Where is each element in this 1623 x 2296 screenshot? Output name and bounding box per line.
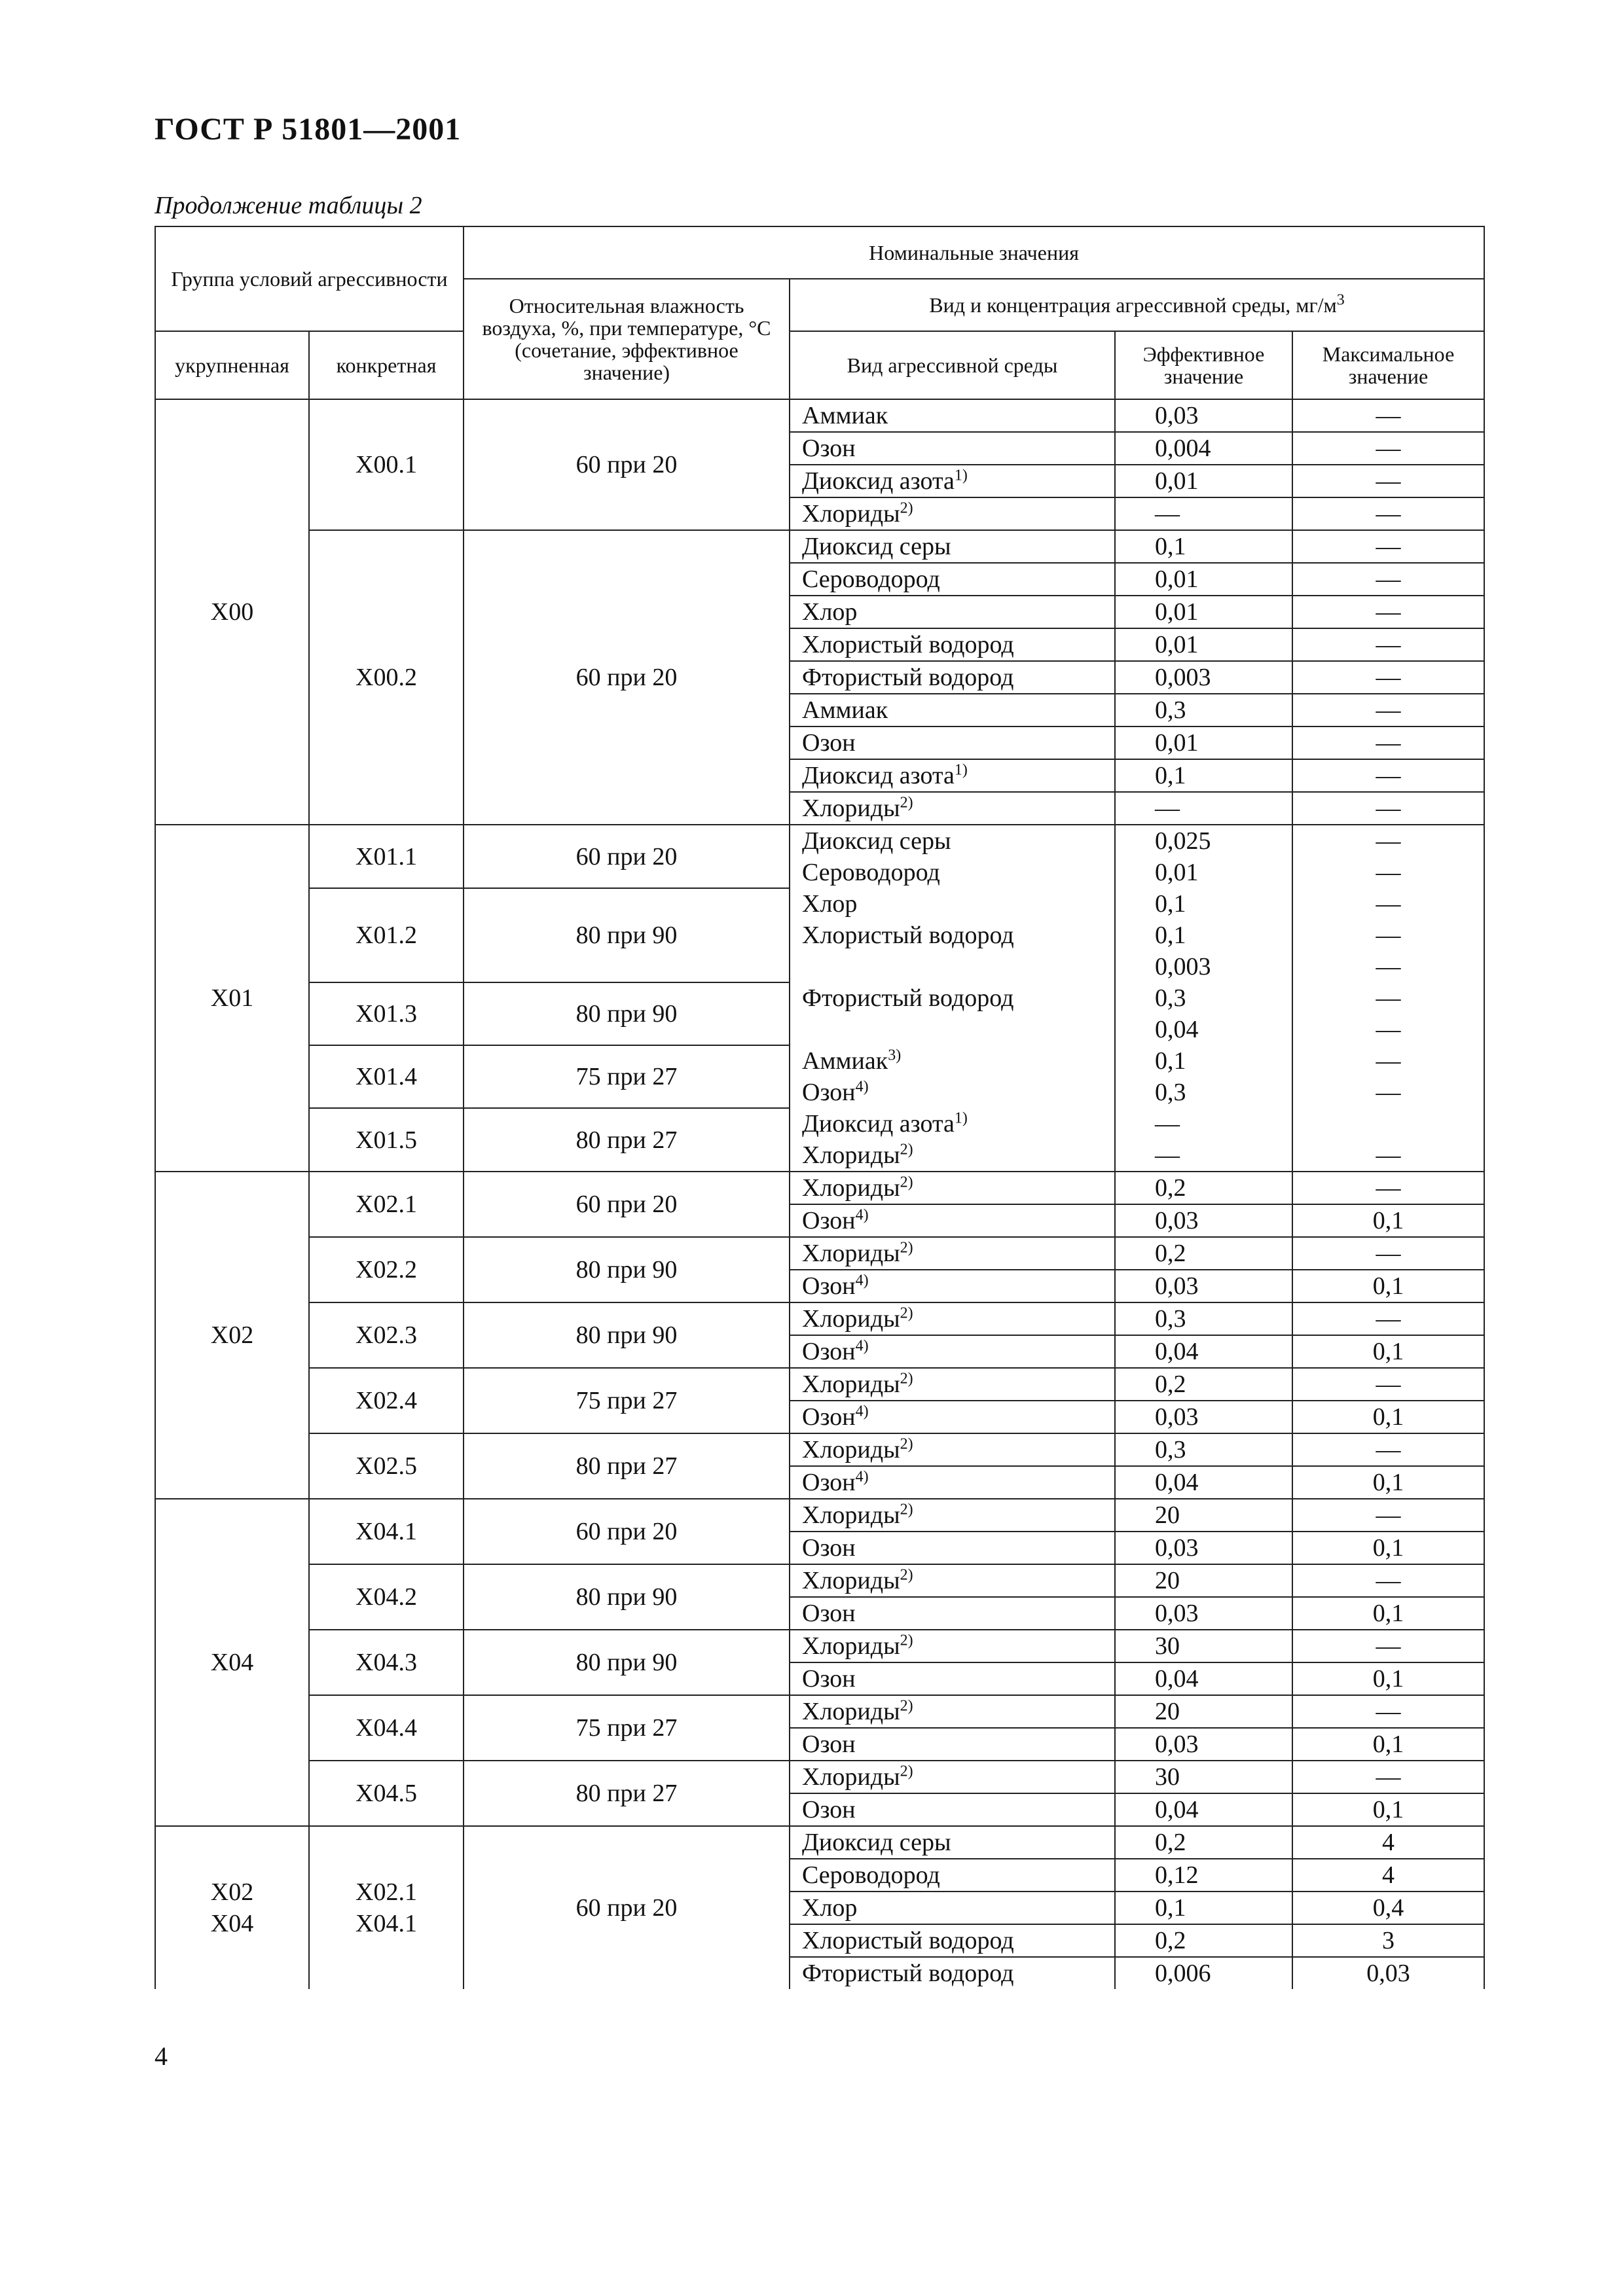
footnote-mark: 4)	[855, 1403, 869, 1420]
group-specific: X04.1	[309, 1499, 464, 1564]
table-row	[155, 825, 1484, 857]
medium-cell	[790, 888, 1115, 920]
medium-name: Озон	[802, 1079, 856, 1106]
humidity-cell: 80 при 90	[464, 982, 790, 1045]
medium-name: Фтористый водород	[802, 1960, 1014, 1987]
medium-cell	[790, 1172, 1115, 1204]
maximum-value: —	[1292, 596, 1484, 628]
group-specific: X00.2	[309, 530, 464, 825]
medium-cell	[790, 1466, 1115, 1499]
medium-name: Сероводород	[802, 1861, 940, 1889]
humidity-cell: 80 при 90	[464, 1237, 790, 1302]
medium-name: Озон	[802, 435, 856, 462]
effective-value: —	[1115, 497, 1292, 530]
maximum-value: —	[1292, 888, 1484, 920]
medium-cell	[790, 1793, 1115, 1826]
header-medium-conc-sup: 3	[1336, 291, 1345, 309]
medium-cell	[790, 951, 1115, 982]
humidity-cell: 60 при 20	[464, 399, 790, 530]
table-row	[155, 1302, 1484, 1335]
footnote-mark: 2)	[900, 1632, 913, 1649]
effective-value: —	[1115, 1139, 1292, 1172]
medium-name: Озон	[802, 1469, 856, 1496]
table-row	[155, 1045, 1484, 1077]
humidity-cell: 60 при 20	[464, 1172, 790, 1237]
effective-value: 0,12	[1115, 1859, 1292, 1892]
maximum-value: 4	[1292, 1859, 1484, 1892]
group-enlarged: X04	[155, 1499, 309, 1826]
medium-cell	[790, 1695, 1115, 1728]
effective-value: 30	[1115, 1630, 1292, 1662]
medium-name: Хлор	[802, 890, 858, 918]
table-row	[155, 1630, 1484, 1662]
medium-cell	[790, 1401, 1115, 1433]
group-enlarged: X02 X04	[155, 1826, 309, 1989]
medium-name: Хлористый водород	[802, 922, 1014, 949]
maximum-value: —	[1292, 1630, 1484, 1662]
maximum-value: 4	[1292, 1826, 1484, 1859]
medium-cell	[790, 1924, 1115, 1957]
effective-value: 0,03	[1115, 1597, 1292, 1630]
medium-name: Озон	[802, 1600, 856, 1627]
effective-value: 0,3	[1115, 694, 1292, 726]
table-body	[155, 399, 1484, 1989]
maximum-value: 0,4	[1292, 1892, 1484, 1924]
maximum-value: —	[1292, 1139, 1484, 1172]
group-enlarged: X02	[155, 1172, 309, 1499]
effective-value: 0,1	[1115, 759, 1292, 792]
effective-value: 0,01	[1115, 857, 1292, 888]
maximum-value: 0,1	[1292, 1793, 1484, 1826]
humidity-cell: 75 при 27	[464, 1045, 790, 1108]
footnote-mark: 2)	[900, 1697, 913, 1715]
medium-cell	[790, 1499, 1115, 1532]
humidity-cell: 60 при 20	[464, 825, 790, 888]
medium-cell	[790, 1630, 1115, 1662]
medium-cell	[790, 1204, 1115, 1237]
medium-name: Диоксид азота	[802, 467, 955, 495]
group-specific: X04.3	[309, 1630, 464, 1695]
medium-name: Аммиак	[802, 1047, 888, 1075]
effective-value: 0,04	[1115, 1793, 1292, 1826]
effective-value: 0,01	[1115, 726, 1292, 759]
medium-name: Озон	[802, 1207, 856, 1234]
footnote-mark: 2)	[900, 1141, 913, 1158]
table-bottom-cut	[155, 2019, 1484, 2022]
effective-value: 0,003	[1115, 951, 1292, 982]
effective-value: 0,2	[1115, 1172, 1292, 1204]
page-number: 4	[155, 2041, 168, 2071]
humidity-cell: 60 при 20	[464, 1499, 790, 1564]
medium-name: Озон	[802, 1731, 856, 1758]
maximum-value	[1292, 1108, 1484, 1139]
medium-name: Аммиак	[802, 402, 888, 429]
header-enlarged: укрупненная	[155, 331, 309, 399]
medium-cell	[790, 1728, 1115, 1761]
effective-value: 0,1	[1115, 1892, 1292, 1924]
medium-name: Хлориды	[802, 1240, 900, 1267]
maximum-value: 0,1	[1292, 1532, 1484, 1564]
table-row	[155, 1826, 1484, 1859]
medium-name: Аммиак	[802, 696, 888, 724]
medium-cell	[790, 628, 1115, 661]
header-nominal: Номинальные значения	[464, 226, 1484, 279]
group-specific: X04.2	[309, 1564, 464, 1630]
header-maximum: Максимальное значение	[1292, 331, 1484, 399]
maximum-value: —	[1292, 563, 1484, 596]
effective-value: 0,01	[1115, 563, 1292, 596]
maximum-value: —	[1292, 1761, 1484, 1793]
maximum-value: —	[1292, 857, 1484, 888]
table-row	[155, 1108, 1484, 1139]
effective-value: 0,03	[1115, 1532, 1292, 1564]
medium-cell	[790, 1662, 1115, 1695]
medium-cell	[790, 563, 1115, 596]
maximum-value: —	[1292, 1564, 1484, 1597]
group-specific: X02.5	[309, 1433, 464, 1499]
effective-value: —	[1115, 1108, 1292, 1139]
maximum-value: —	[1292, 1172, 1484, 1204]
group-enlarged: X00	[155, 399, 309, 825]
medium-cell	[790, 1957, 1115, 1989]
medium-name: Хлориды	[802, 1698, 900, 1725]
effective-value: 0,1	[1115, 920, 1292, 951]
medium-name: Хлор	[802, 598, 858, 626]
header-medium: Вид агрессивной среды	[790, 331, 1115, 399]
maximum-value: 0,1	[1292, 1335, 1484, 1368]
footnote-mark: 4)	[855, 1206, 869, 1224]
medium-cell	[790, 1826, 1115, 1859]
footnote-mark: 2)	[900, 1435, 913, 1453]
maximum-value: 0,1	[1292, 1270, 1484, 1302]
effective-value: 30	[1115, 1761, 1292, 1793]
medium-name: Хлориды	[802, 500, 900, 528]
effective-value: 0,025	[1115, 825, 1292, 857]
maximum-value: 0,03	[1292, 1957, 1484, 1989]
medium-cell	[790, 1368, 1115, 1401]
humidity-cell: 75 при 27	[464, 1368, 790, 1433]
medium-name: Озон	[802, 729, 856, 757]
document-title: ГОСТ Р 51801—2001	[155, 112, 462, 147]
group-specific: X01.1	[309, 825, 464, 888]
table-row	[155, 1499, 1484, 1532]
group-specific: X04.4	[309, 1695, 464, 1761]
maximum-value: —	[1292, 1368, 1484, 1401]
footnote-mark: 3)	[888, 1047, 902, 1064]
medium-name: Озон	[802, 1272, 856, 1300]
effective-value: 0,04	[1115, 1466, 1292, 1499]
humidity-cell: 80 при 90	[464, 1630, 790, 1695]
medium-name: Хлориды	[802, 795, 900, 822]
table-row	[155, 1433, 1484, 1466]
medium-cell	[790, 1108, 1115, 1139]
footnote-mark: 1)	[954, 761, 968, 779]
medium-name: Диоксид серы	[802, 827, 951, 855]
maximum-value: —	[1292, 694, 1484, 726]
medium-cell	[790, 982, 1115, 1014]
maximum-value: 0,1	[1292, 1401, 1484, 1433]
header-humidity: Относительная влажность воздуха, %, при температуре, °С (сочетание, эффективное значение)	[464, 279, 790, 399]
medium-cell	[790, 1335, 1115, 1368]
medium-cell	[790, 1014, 1115, 1045]
group-specific: X02.2	[309, 1237, 464, 1302]
humidity-cell: 75 при 27	[464, 1695, 790, 1761]
maximum-value: 0,1	[1292, 1728, 1484, 1761]
maximum-value: —	[1292, 399, 1484, 432]
maximum-value: —	[1292, 920, 1484, 951]
medium-name: Фтористый водород	[802, 984, 1014, 1012]
group-specific: X01.4	[309, 1045, 464, 1108]
maximum-value: 0,1	[1292, 1466, 1484, 1499]
maximum-value: —	[1292, 661, 1484, 694]
effective-value: —	[1115, 792, 1292, 825]
footnote-mark: 2)	[900, 1239, 913, 1257]
effective-value: 0,003	[1115, 661, 1292, 694]
humidity-cell: 80 при 90	[464, 888, 790, 982]
footnote-mark: 2)	[900, 1501, 913, 1518]
effective-value: 0,03	[1115, 1728, 1292, 1761]
maximum-value: —	[1292, 497, 1484, 530]
maximum-value: —	[1292, 1045, 1484, 1077]
table-row	[155, 888, 1484, 920]
medium-cell	[790, 825, 1115, 857]
maximum-value: —	[1292, 1077, 1484, 1108]
medium-cell	[790, 920, 1115, 951]
maximum-value: —	[1292, 432, 1484, 465]
medium-name: Хлориды	[802, 1436, 900, 1463]
maximum-value: —	[1292, 825, 1484, 857]
table-row	[155, 1172, 1484, 1204]
group-enlarged: X01	[155, 825, 309, 1172]
effective-value: 0,2	[1115, 1368, 1292, 1401]
medium-cell	[790, 1433, 1115, 1466]
humidity-cell: 80 при 27	[464, 1108, 790, 1172]
effective-value: 0,03	[1115, 1204, 1292, 1237]
medium-cell	[790, 1045, 1115, 1077]
maximum-value: —	[1292, 951, 1484, 982]
effective-value: 20	[1115, 1564, 1292, 1597]
effective-value: 0,3	[1115, 1077, 1292, 1108]
group-specific: X04.5	[309, 1761, 464, 1826]
effective-value: 0,01	[1115, 596, 1292, 628]
effective-value: 0,04	[1115, 1662, 1292, 1695]
conditions-table	[155, 226, 1485, 1989]
table-row	[155, 399, 1484, 432]
medium-cell	[790, 399, 1115, 432]
medium-cell	[790, 432, 1115, 465]
medium-name: Хлориды	[802, 1305, 900, 1333]
maximum-value: —	[1292, 628, 1484, 661]
effective-value: 0,3	[1115, 982, 1292, 1014]
medium-name: Сероводород	[802, 859, 940, 886]
effective-value: 0,2	[1115, 1826, 1292, 1859]
table-container	[155, 226, 1484, 2019]
footnote-mark: 2)	[900, 1304, 913, 1322]
medium-cell	[790, 465, 1115, 497]
header-medium-conc	[790, 279, 1484, 331]
medium-name: Хлориды	[802, 1174, 900, 1202]
medium-cell	[790, 792, 1115, 825]
maximum-value: —	[1292, 982, 1484, 1014]
header-specific: конкретная	[309, 331, 464, 399]
footnote-mark: 4)	[855, 1468, 869, 1486]
effective-value: 0,2	[1115, 1237, 1292, 1270]
table-row	[155, 1564, 1484, 1597]
medium-cell	[790, 694, 1115, 726]
effective-value: 0,1	[1115, 530, 1292, 563]
humidity-cell: 80 при 27	[464, 1433, 790, 1499]
effective-value: 0,3	[1115, 1433, 1292, 1466]
medium-name: Озон	[802, 1403, 856, 1431]
medium-cell	[790, 497, 1115, 530]
group-specific: X01.3	[309, 982, 464, 1045]
maximum-value: —	[1292, 1237, 1484, 1270]
effective-value: 20	[1115, 1499, 1292, 1532]
medium-cell	[790, 1302, 1115, 1335]
medium-cell	[790, 1892, 1115, 1924]
medium-cell	[790, 1761, 1115, 1793]
effective-value: 0,3	[1115, 1302, 1292, 1335]
medium-cell	[790, 1532, 1115, 1564]
medium-name: Озон	[802, 1534, 856, 1562]
effective-value: 0,006	[1115, 1957, 1292, 1989]
effective-value: 0,04	[1115, 1014, 1292, 1045]
footnote-mark: 4)	[855, 1078, 869, 1096]
footnote-mark: 1)	[954, 1109, 968, 1127]
maximum-value: 0,1	[1292, 1204, 1484, 1237]
medium-name: Хлористый водород	[802, 1927, 1014, 1954]
header-group: Группа условий агрессивности	[155, 226, 464, 331]
medium-name: Диоксид азота	[802, 762, 955, 789]
maximum-value: —	[1292, 465, 1484, 497]
medium-name: Хлориды	[802, 1501, 900, 1529]
table-row	[155, 1237, 1484, 1270]
footnote-mark: 2)	[900, 1370, 913, 1388]
footnote-mark: 4)	[855, 1337, 869, 1355]
footnote-mark: 2)	[900, 1566, 913, 1584]
maximum-value: —	[1292, 1014, 1484, 1045]
maximum-value: —	[1292, 759, 1484, 792]
footnote-mark: 2)	[900, 499, 913, 517]
table-header	[155, 226, 1484, 399]
group-specific: X00.1	[309, 399, 464, 530]
medium-name: Озон	[802, 1796, 856, 1823]
humidity-cell: 60 при 20	[464, 1826, 790, 1989]
medium-cell	[790, 1859, 1115, 1892]
maximum-value: —	[1292, 792, 1484, 825]
medium-name: Диоксид серы	[802, 1829, 951, 1856]
effective-value: 0,04	[1115, 1335, 1292, 1368]
medium-cell	[790, 759, 1115, 792]
maximum-value: —	[1292, 1499, 1484, 1532]
humidity-cell: 60 при 20	[464, 530, 790, 825]
maximum-value: —	[1292, 530, 1484, 563]
table-row	[155, 530, 1484, 563]
maximum-value: 0,1	[1292, 1597, 1484, 1630]
footnote-mark: 2)	[900, 1174, 913, 1191]
effective-value: 0,2	[1115, 1924, 1292, 1957]
medium-name: Хлориды	[802, 1141, 900, 1169]
medium-cell	[790, 857, 1115, 888]
footnote-mark: 2)	[900, 794, 913, 812]
medium-name: Хлориды	[802, 1567, 900, 1594]
humidity-cell: 80 при 90	[464, 1302, 790, 1368]
medium-cell	[790, 661, 1115, 694]
group-specific: X02.3	[309, 1302, 464, 1368]
medium-cell	[790, 1597, 1115, 1630]
humidity-cell: 80 при 27	[464, 1761, 790, 1826]
medium-cell	[790, 1564, 1115, 1597]
medium-cell	[790, 1139, 1115, 1172]
footnote-mark: 1)	[954, 467, 968, 484]
table-caption: Продолжение таблицы 2	[155, 192, 422, 219]
medium-cell	[790, 1237, 1115, 1270]
effective-value: 0,03	[1115, 1401, 1292, 1433]
effective-value: 20	[1115, 1695, 1292, 1728]
medium-name: Хлористый водород	[802, 631, 1014, 658]
medium-cell	[790, 1077, 1115, 1108]
table-row	[155, 982, 1484, 1014]
group-specific: X02.1	[309, 1172, 464, 1237]
group-specific: X02.4	[309, 1368, 464, 1433]
maximum-value: 0,1	[1292, 1662, 1484, 1695]
effective-value: 0,01	[1115, 465, 1292, 497]
group-specific: X01.5	[309, 1108, 464, 1172]
medium-name: Диоксид азота	[802, 1110, 955, 1138]
medium-name: Фтористый водород	[802, 664, 1014, 691]
medium-name: Хлориды	[802, 1632, 900, 1660]
maximum-value: 3	[1292, 1924, 1484, 1957]
humidity-cell: 80 при 90	[464, 1564, 790, 1630]
medium-name: Озон	[802, 1338, 856, 1365]
group-specific: X01.2	[309, 888, 464, 982]
footnote-mark: 4)	[855, 1272, 869, 1289]
medium-cell	[790, 726, 1115, 759]
effective-value: 0,1	[1115, 888, 1292, 920]
maximum-value: —	[1292, 1695, 1484, 1728]
header-medium-conc-text: Вид и концентрация агрессивной среды, мг/м	[929, 293, 1337, 317]
maximum-value: —	[1292, 726, 1484, 759]
maximum-value: —	[1292, 1302, 1484, 1335]
footnote-mark: 2)	[900, 1763, 913, 1780]
medium-cell	[790, 596, 1115, 628]
effective-value: 0,03	[1115, 1270, 1292, 1302]
table-row	[155, 1368, 1484, 1401]
header-effective: Эффективное значение	[1115, 331, 1292, 399]
medium-name: Хлориды	[802, 1763, 900, 1791]
medium-name: Хлориды	[802, 1371, 900, 1398]
group-specific: X02.1 X04.1	[309, 1826, 464, 1989]
medium-name: Хлор	[802, 1894, 858, 1922]
effective-value: 0,004	[1115, 432, 1292, 465]
effective-value: 0,01	[1115, 628, 1292, 661]
medium-name: Диоксид серы	[802, 533, 951, 560]
table-row	[155, 1695, 1484, 1728]
medium-name: Озон	[802, 1665, 856, 1693]
medium-name: Сероводород	[802, 565, 940, 593]
effective-value: 0,03	[1115, 399, 1292, 432]
maximum-value: —	[1292, 1433, 1484, 1466]
medium-cell	[790, 1270, 1115, 1302]
medium-cell	[790, 530, 1115, 563]
table-row	[155, 1761, 1484, 1793]
effective-value: 0,1	[1115, 1045, 1292, 1077]
